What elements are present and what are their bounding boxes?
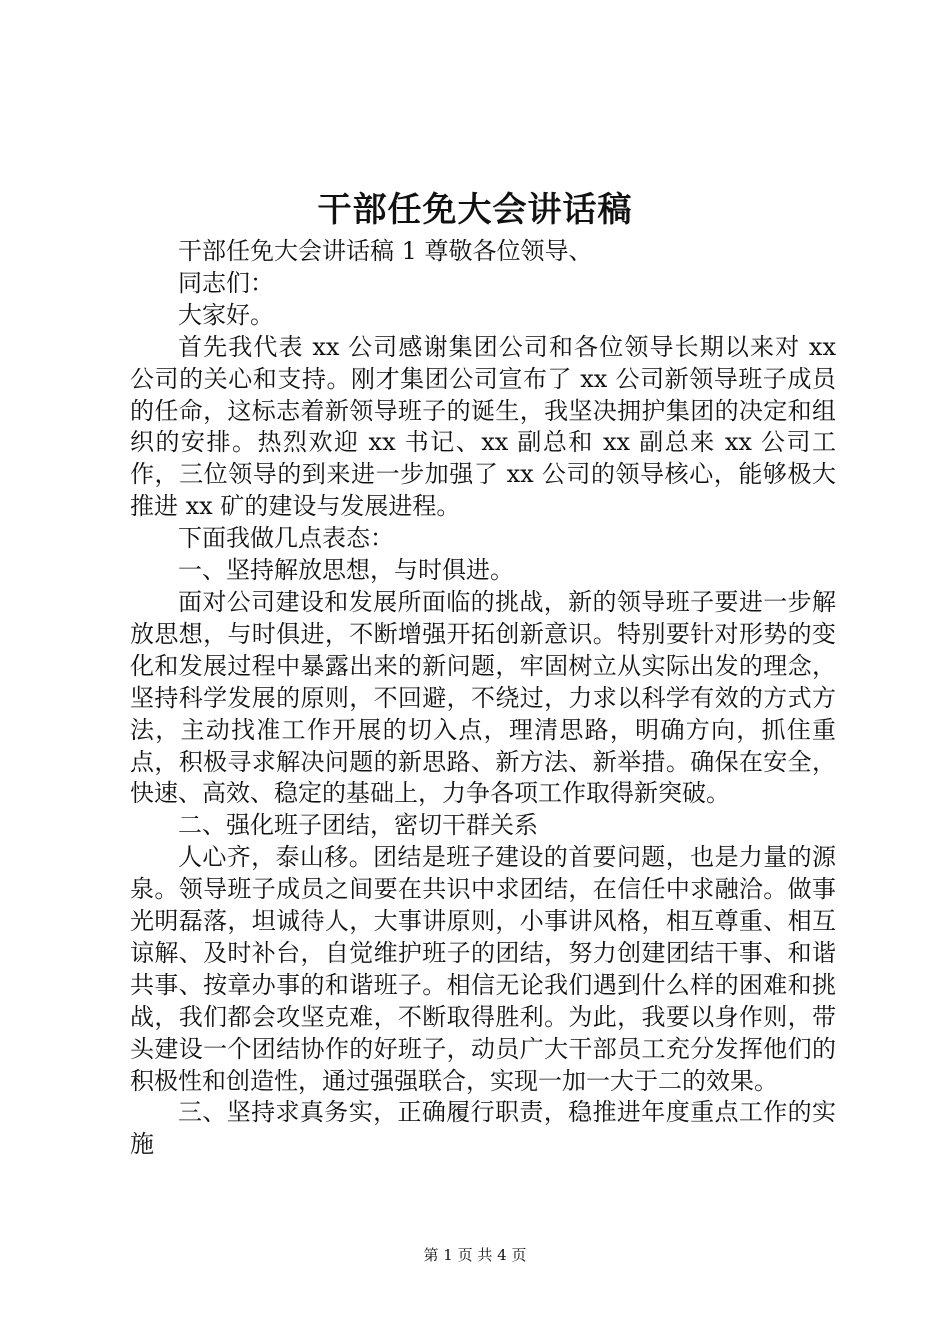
document-body xyxy=(130,236,836,1161)
paragraph-intro-points: 下面我做几点表态： xyxy=(178,524,394,553)
paragraph-greeting: 大家好。 xyxy=(178,300,274,329)
paragraph-comrades: 同志们： xyxy=(178,268,274,297)
heading-point-2: 二、强化班子团结，密切干群关系 xyxy=(178,811,538,840)
paragraph-thanks: 首先我代表 xx 公司感谢集团公司和各位领导长期以来对 xx 公司的关心和支持。刚才集团公司宣布了 xx 公司新领导班子成员的任命，这标志着新领导班子的诞生，我坚决拥护集团的决定和组织的安排。热烈欢迎 xx 书记、xx 副总和 xx 副总来 xx 公司工作，三位领导的到来进一步加强了 xx 公司的领导核心，能够极大推进 xx 矿的建设与发展进程。 xyxy=(130,332,836,521)
document-title: 干部任免大会讲话稿 xyxy=(317,190,633,230)
page-number: 第 1 页 共 4 页 xyxy=(423,1246,527,1264)
paragraph-point-2: 人心齐，泰山移。团结是班子建设的首要问题，也是力量的源泉。领导班子成员之间要在共识中求团结，在信任中求融洽。做事光明磊落，坦诚待人，大事讲原则，小事讲风格，相互尊重、相互谅解、及时补台，自觉维护班子的团结，努力创建团结干事、和谐共事、按章办事的和谐班子。相信无论我们遇到什么样的困难和挑战，我们都会攻坚克难，不断取得胜利。为此，我要以身作则，带头建设一个团结协作的好班子，动员广大干部员工充分发挥他们的积极性和创造性，通过强强联合，实现一加一大于二的效果。 xyxy=(130,843,836,1095)
paragraph-salutation: 干部任免大会讲话稿 1 尊敬各位领导、 xyxy=(178,237,593,265)
paragraph-point-1: 面对公司建设和发展所面临的挑战，新的领导班子要进一步解放思想，与时俱进，不断增强开拓创新意识。特别要针对形势的变化和发展过程中暴露出来的新问题，牢固树立从实际出发的理念，坚持科学发展的原则，不回避，不绕过，力求以科学有效的方式方法，主动找准工作开展的切入点，理清思路，明确方向，抓住重点，积极寻求解决问题的新思路、新方法、新举措。确保在安全，快速、高效、稳定的基础上，力争各项工作取得新突破。 xyxy=(130,587,836,808)
heading-point-3: 三、坚持求真务实，正确履行职责，稳推进年度重点工作的实施 xyxy=(130,1098,836,1159)
heading-point-1: 一、坚持解放思想，与时俱进。 xyxy=(178,556,514,585)
